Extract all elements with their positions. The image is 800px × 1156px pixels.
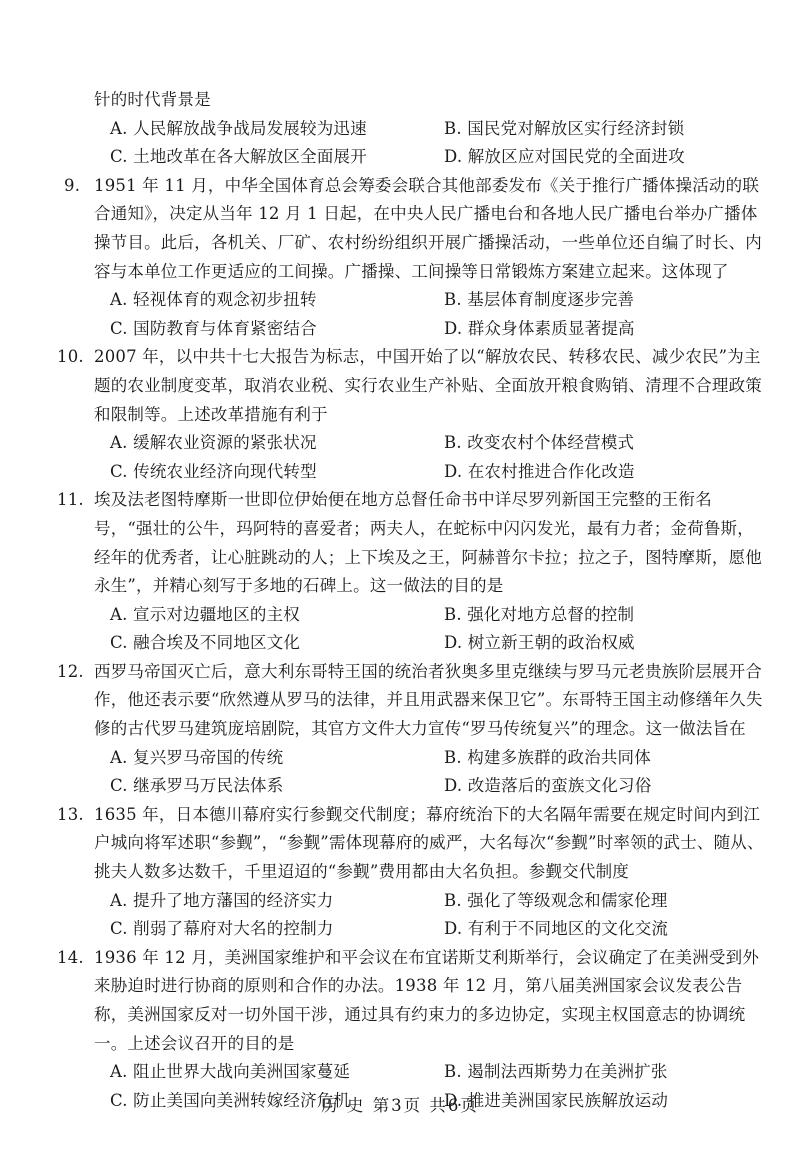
option-b: B. 遏制法西斯势力在美洲扩张 — [444, 1062, 668, 1082]
option-a: A. 宣示对边疆地区的主权 — [110, 604, 301, 624]
question-number: 12. — [57, 661, 84, 681]
options-grid — [94, 887, 766, 944]
question-11 — [57, 486, 766, 658]
option-d: D. 有利于不同地区的文化交流 — [444, 919, 669, 939]
option-c: C. 融合埃及不同地区文化 — [110, 633, 301, 653]
question-stem: 埃及法老图特摩斯一世即位伊始便在地方总督任命书中详尽罗列新国王完整的王衔名号，“强壮的公牛，玛阿特的喜爱者；两夫人，在蛇标中闪闪发光，最有力者；金荷鲁斯，经年的优秀者，让心脏跳动的人；上下埃及之王，阿赫普尔卡拉；拉之子，图特摩斯，愿他永生”，并精心刻写于多地的石碑上。这一做法的目的是 — [94, 490, 762, 596]
option-d: D. 推进美洲国家民族解放运动 — [444, 1090, 669, 1110]
option-b: B. 强化对地方总督的控制 — [444, 604, 635, 624]
option-c: C. 国防教育与体育紧密结合 — [110, 318, 317, 338]
question-10 — [57, 343, 766, 486]
question-number: 9. — [64, 175, 81, 195]
question-14 — [57, 944, 766, 1116]
question-12 — [57, 658, 766, 801]
option-b: B. 国民党对解放区实行经济封锁 — [444, 118, 685, 138]
option-d: D. 解放区应对国民党的全面进攻 — [444, 147, 685, 167]
question-number: 10. — [57, 347, 84, 367]
option-b: B. 改变农村个体经营模式 — [444, 433, 635, 453]
option-c: C. 传统农业经济向现代转型 — [110, 461, 317, 481]
question-8-continuation — [94, 86, 766, 172]
option-a: A. 提升了地方藩国的经济实力 — [110, 890, 334, 910]
question-stem: 1635 年，日本德川幕府实行参觐交代制度；幕府统治下的大名隔年需要在规定时间内到江户城向将军述职“参觐”，“参觐”需体现幕府的威严，大名每次“参觐”时率领的武士、随从、挑夫人数多达数千，千里迢迢的“参觐”费用都由大名负担。参觐交代制度 — [94, 804, 764, 882]
option-c: C. 削弱了幕府对大名的控制力 — [110, 919, 334, 939]
option-a: A. 人民解放战争战局发展较为迅速 — [110, 118, 367, 138]
option-b: B. 构建多族群的政治共同体 — [444, 747, 651, 767]
question-stem: 2007 年，以中共十七大报告为标志，中国开始了以“解放农民、转移农民、减少农民”为主题的农业制度变革，取消农业税、实行农业生产补贴、全面放开粮食购销、清理不合理政策和限制等。上述改革措施有利于 — [94, 347, 762, 424]
question-stem: 西罗马帝国灭亡后，意大利东哥特王国的统治者狄奥多里克继续与罗马元老贵族阶层展开合作，他还表示要“欣然遵从罗马的法律，并且用武器来保卫它”。东哥特王国主动修缮年久失修的古代罗马建筑庞培剧院，其官方文件大力宣传“罗马传统复兴”的理念。这一做法旨在 — [94, 661, 763, 739]
option-a: A. 阻止世界大战向美洲国家蔓延 — [110, 1062, 351, 1082]
options-grid — [94, 115, 766, 172]
question-stem: 1951 年 11 月，中华全国体育总会筹委会联合其他部委发布《关于推行广播体操活动的联合通知》，决定从当年 12 月 1 日起，在中央人民广播电台和各地人民广播电台举办广播体操节目。此后，各机关、厂矿、农村纷纷组织开展广播操活动，一些单位还自编了时长、内容与本单位工作更适应的工间操。广播操、工间操等日常锻炼方案建立起来。这体现了 — [94, 175, 762, 281]
question-stem: 1936 年 12 月，美洲国家维护和平会议在布宜诺斯艾利斯举行，会议确定了在美洲受到外来胁迫时进行协商的原则和合作的办法。1938 年 12 月，第八届美洲国家会议发表公告称，美洲国家反对一切外国干涉，通过具有约束力的多边协定，实现主权国意志的协调统一。上述会议召开的目的是 — [94, 947, 760, 1053]
options-grid — [94, 286, 766, 343]
option-a: A. 轻视体育的观念初步扭转 — [110, 290, 317, 310]
option-b: B. 强化了等级观念和儒家伦理 — [444, 890, 668, 910]
question-stem: 针的时代背景是 — [94, 90, 211, 109]
option-d: D. 改造落后的蛮族文化习俗 — [444, 776, 652, 796]
option-b: B. 基层体育制度逐步完善 — [444, 290, 635, 310]
option-c: C. 继承罗马万民法体系 — [110, 776, 284, 796]
page-footer: 历 史 第3页 共6页 — [321, 1096, 479, 1115]
question-number: 11. — [57, 490, 84, 510]
options-grid — [94, 601, 766, 658]
option-a: A. 复兴罗马帝国的传统 — [110, 747, 284, 767]
option-c: C. 防止美国向美洲转嫁经济危机 — [110, 1090, 351, 1110]
question-9 — [64, 172, 766, 344]
options-grid — [94, 744, 766, 801]
option-d: D. 在农村推进合作化改造 — [444, 461, 635, 481]
options-grid — [94, 429, 766, 486]
option-d: D. 树立新王朝的政治权威 — [444, 633, 635, 653]
option-a: A. 缓解农业资源的紧张状况 — [110, 433, 317, 453]
option-c: C. 土地改革在各大解放区全面展开 — [110, 147, 367, 167]
question-13 — [57, 801, 766, 944]
question-number: 13. — [57, 804, 84, 824]
question-number: 14. — [57, 947, 84, 967]
option-d: D. 群众身体素质显著提高 — [444, 318, 635, 338]
exam-content — [57, 86, 766, 1115]
